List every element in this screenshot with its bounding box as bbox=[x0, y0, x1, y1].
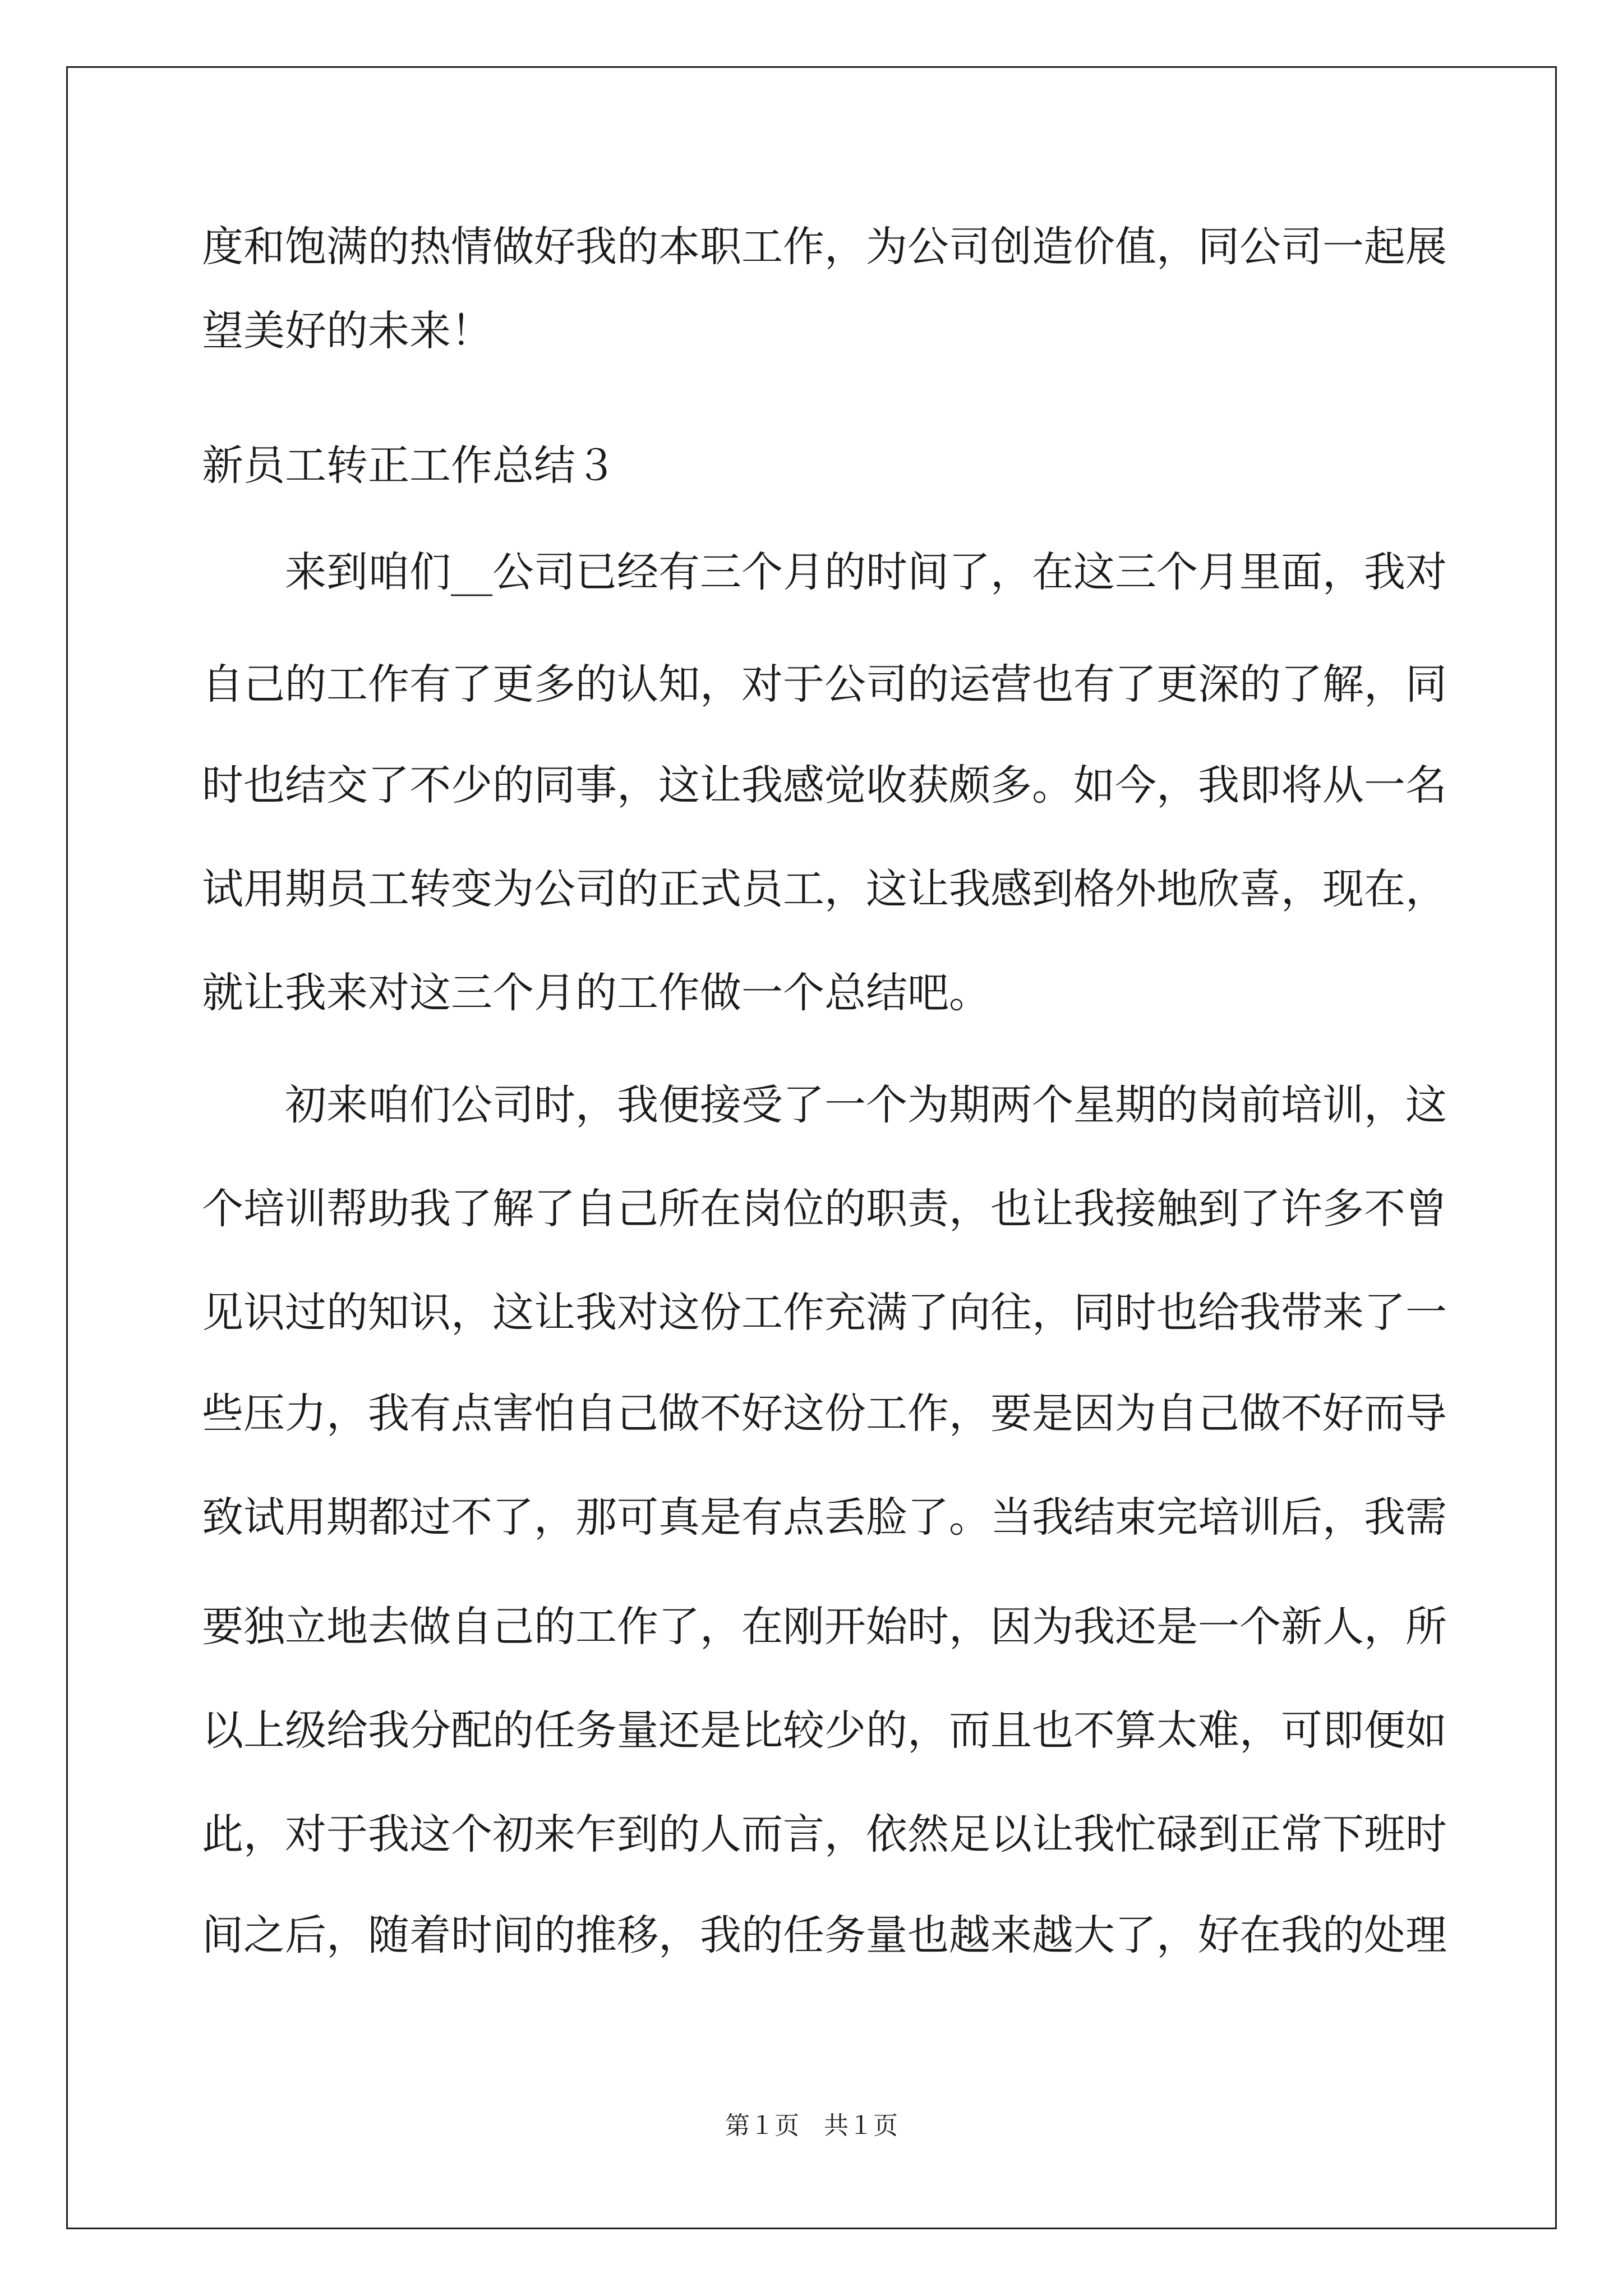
section-heading: 新员工转正工作总结３ bbox=[202, 441, 617, 490]
body-line: 试用期员工转变为公司的正式员工，这让我感到格外地欣喜，现在， bbox=[202, 865, 1447, 913]
body-line: 要独立地去做自己的工作了，在刚开始时，因为我还是一个新人，所 bbox=[202, 1603, 1447, 1651]
body-line: 望美好的未来！ bbox=[202, 307, 492, 355]
body-line: 些压力，我有点害怕自己做不好这份工作，要是因为自己做不好而导 bbox=[202, 1389, 1447, 1438]
body-line: 见识过的知识，这让我对这份工作充满了向往，同时也给我带来了一 bbox=[202, 1289, 1447, 1337]
body-line: 初来咱们公司时，我便接受了一个为期两个星期的岗前培训，这 bbox=[202, 1081, 1447, 1129]
body-line: 此，对于我这个初来乍到的人而言，依然足以让我忙碌到正常下班时 bbox=[202, 1810, 1447, 1858]
body-line: 度和饱满的热情做好我的本职工作，为公司创造价值，同公司一起展 bbox=[202, 223, 1447, 271]
body-line: 时也结交了不少的同事，这让我感觉收获颇多。如今，我即将从一名 bbox=[202, 761, 1447, 809]
body-line: 以上级给我分配的任务量还是比较少的，而且也不算太难，可即便如 bbox=[202, 1706, 1447, 1755]
body-line: 来到咱们__公司已经有三个月的时间了，在这三个月里面，我对 bbox=[202, 548, 1447, 596]
body-line: 间之后，随着时间的推移，我的任务量也越来越大了，好在我的处理 bbox=[202, 1911, 1447, 1959]
body-line: 个培训帮助我了解了自己所在岗位的职责，也让我接触到了许多不曾 bbox=[202, 1185, 1447, 1233]
body-line: 就让我来对这三个月的工作做一个总结吧。 bbox=[202, 969, 990, 1017]
page-border bbox=[66, 66, 1557, 2229]
body-line: 致试用期都过不了，那可真是有点丢脸了。当我结束完培训后，我需 bbox=[202, 1493, 1447, 1542]
body-line: 自己的工作有了更多的认知，对于公司的运营也有了更深的了解，同 bbox=[202, 660, 1447, 708]
page-number: 第１页 共１页 bbox=[725, 2111, 898, 2140]
